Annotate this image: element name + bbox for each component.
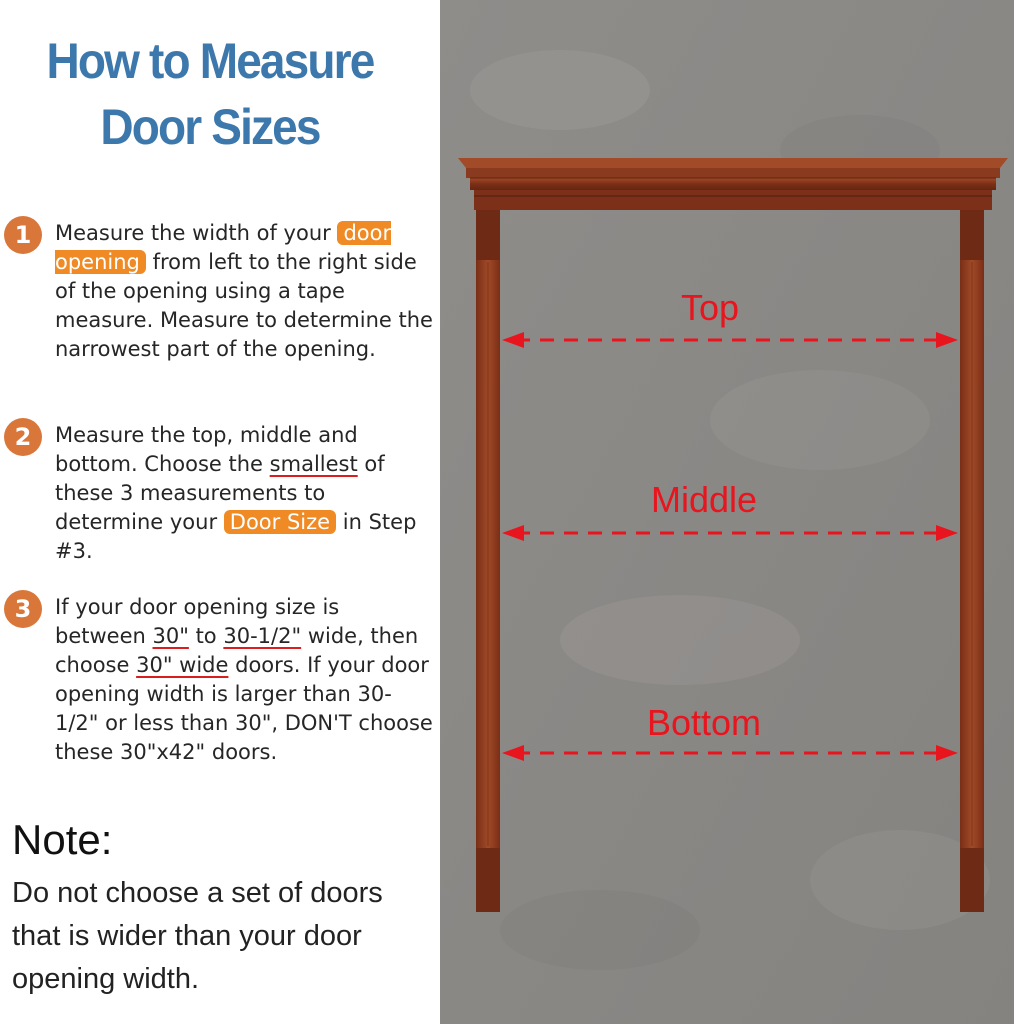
page-title-line1: How to Measure: [46, 33, 374, 89]
note-body: Do not choose a set of doors that is wider than your door opening width.: [12, 877, 383, 995]
door-header-trim: [458, 158, 1008, 210]
step-1-text-after: from left to the right side of the opening using a tape measure. Measure to determine the narrowest part of the opening.: [55, 250, 433, 361]
step-2-text-after: in Step #3.: [55, 510, 417, 563]
door-size-highlight: Door Size: [224, 510, 336, 534]
door-frame-illustration: [440, 0, 1014, 1024]
size-30-half-underline: 30-1/2": [223, 624, 302, 648]
door-opening-highlight: door opening: [55, 221, 392, 274]
size-30-wide-underline: 30" wide: [136, 653, 229, 677]
step-2-text-mid: of these 3 measurements to determine your: [55, 452, 385, 534]
right-casing: [960, 210, 984, 912]
page-title-line2: Door Sizes: [100, 99, 320, 155]
step-1-text-before: Measure the width of your: [55, 221, 331, 245]
step-1-text: [55, 219, 435, 364]
step-2-text-before: Measure the top, middle and bottom. Choose the: [55, 423, 358, 476]
instructions-panel: [0, 0, 440, 1024]
middle-label: Middle: [650, 479, 758, 520]
note-heading: Note:: [12, 816, 113, 863]
step-2-number: 2: [4, 418, 42, 456]
bottom-label: Bottom: [646, 702, 762, 743]
step-3-text-mid1: to: [195, 624, 217, 648]
step-1-number: 1: [4, 216, 42, 254]
step-3-text-after: doors. If your door opening width is larger than 30-1/2" or less than 30", DON'T choose these 30"x42" doors.: [55, 653, 433, 764]
door-frame-diagram: [440, 0, 1014, 1024]
step-3-number: 3: [4, 590, 42, 628]
left-casing: [476, 210, 500, 912]
smallest-underline: smallest: [269, 452, 358, 476]
size-30-underline: 30": [152, 624, 189, 648]
step-3-text: [55, 593, 435, 767]
step-3-text-mid2: wide, then choose: [55, 624, 419, 677]
top-label: Top: [680, 287, 740, 328]
step-3-text-before: If your door opening size is between: [55, 595, 340, 648]
step-2-text: [55, 421, 435, 566]
